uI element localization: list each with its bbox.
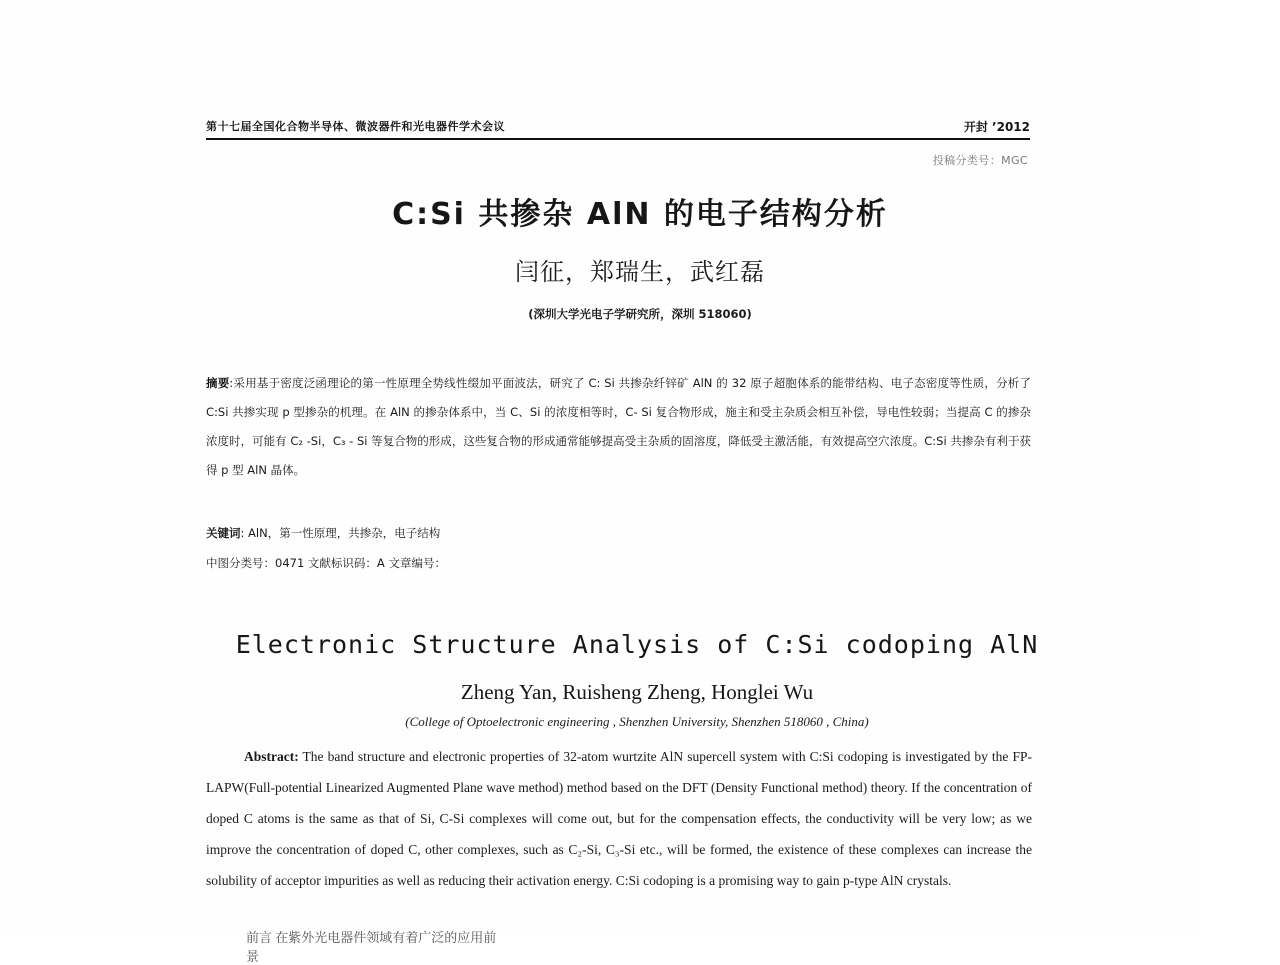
affiliation-chinese: (深圳大学光电子学研究所，深圳 518060): [528, 307, 752, 321]
authors-english: Zheng Yan, Ruisheng Zheng, Honglei Wu: [460, 680, 814, 704]
title-english: Electronic Structure Analysis of C:Si codoping AlN: [235, 630, 1039, 659]
abstract-chinese: [206, 369, 1031, 485]
title-chinese: C:Si 共掺杂 AlN 的电子结构分析: [392, 197, 888, 232]
keywords-chinese-text: : AlN，第一性原理，共掺杂，电子结构: [240, 526, 441, 540]
authors-chinese: 闫征，郑瑞生，武红磊: [515, 258, 765, 286]
affiliation-english: (College of Optoelectronic engineering , Shenzhen University, Shenzhen 518060 , China): [405, 714, 869, 729]
abstract-english-label: Abstract:: [244, 749, 299, 764]
abstract-english: [206, 741, 1032, 896]
classification-line-chinese: 中图分类号：0471 文献标识码：A 文章编号：: [206, 556, 446, 570]
keywords-chinese-label: 关键词: [206, 526, 241, 540]
keywords-chinese: [206, 525, 440, 541]
running-header: [206, 118, 1030, 140]
abstract-english-text: The band structure and electronic properties of 32-atom wurtzite AlN supercell system with C:Si codoping is investigated by the FP-LAPW(Full-potential Linearized Augmented Plane wave method) method based on the DFT (Density Functional method) theory. If the concentration of doped C atoms is the same as that of Si, C-Si complexes will come out, but for the compensation effects, the conductivity will be very low; as we improve the concentration of doped C, other complexes, such as C₂-Si, C₃-Si etc., will be formed, the existence of these complexes can increase the solubility of acceptor impurities as well as reducing their activation energy. C:Si codoping is a promising way to gain p-type AlN crystals.: [206, 749, 1032, 888]
submission-classification: 投稿分类号：MGC: [932, 154, 1028, 167]
truncated-next-line: 前言 在紫外光电器件领域有着广泛的应用前景: [246, 930, 497, 964]
abstract-chinese-text: :采用基于密度泛函理论的第一性原理全势线性缀加平面波法，研究了 C: Si 共掺杂纤锌矿 AlN 的 32 原子超胞体系的能带结构、电子态密度等性质，分析了 C:Si 共掺实现 p 型掺杂的机理。在 AlN 的掺杂体系中，当 C、Si 的浓度相等时，C- Si 复合物形成，施主和受主杂质会相互补偿，导电性较弱；当提高 C 的掺杂浓度时，可能有 C₂ -Si，C₃ - Si 等复合物的形成，这些复合物的形成通常能够提高受主杂质的固溶度，降低受主激活能，有效提高空穴浓度。C:Si 共掺杂有利于获得 p 型 AlN 晶体。: [206, 376, 1032, 477]
conference-location-year: 开封 ’2012: [963, 120, 1030, 134]
abstract-chinese-label: 摘要: [206, 376, 230, 390]
conference-name: 第十七届全国化合物半导体、微波器件和光电器件学术会议: [206, 120, 505, 133]
